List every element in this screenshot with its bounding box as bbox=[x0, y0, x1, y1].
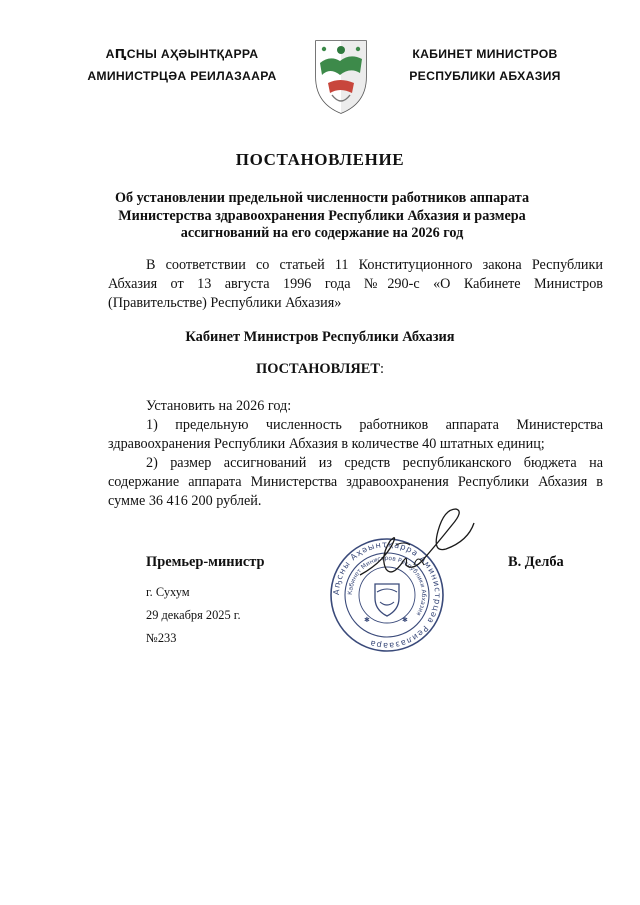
header-left-line2: АМИНИСТРЦӘА РЕИЛАЗААРА bbox=[87, 69, 277, 83]
signatory-name: В. Делба bbox=[508, 554, 564, 570]
item-1-paragraph: 1) предельную численность работников аппарата Министерства здравоохранения Республики Абхазия в количестве 40 штатных единиц; bbox=[108, 417, 603, 452]
header-left-line1: АԤСНЫ АҲӘЫНТҚАРРА bbox=[105, 47, 259, 61]
item-2-paragraph: 2) размер ассигнований из средств республиканского бюджета на содержание аппарата Министерства здравоохранения Республики Абхазия в сумме 36 416 200 рублей. bbox=[108, 455, 603, 509]
date-line: 29 декабря 2025 г. bbox=[146, 608, 241, 622]
header-right bbox=[378, 43, 592, 87]
header-left bbox=[62, 43, 302, 87]
decree-colon: : bbox=[379, 361, 384, 377]
signatory-position: Премьер-министр bbox=[146, 554, 265, 570]
svg-text:✱: ✱ bbox=[402, 616, 408, 624]
svg-text:✱: ✱ bbox=[364, 616, 370, 624]
intro-paragraph: Установить на 2026 год: bbox=[146, 398, 292, 414]
city-line: г. Сухум bbox=[146, 585, 190, 599]
decree-line bbox=[0, 361, 640, 378]
document-title: ПОСТАНОВЛЕНИЕ bbox=[235, 150, 405, 169]
issuer-line: Кабинет Министров Республики Абхазия bbox=[185, 329, 455, 345]
document-subject: Об установлении предельной численности работников аппарата Министерства здравоохранения Республики Абхазия и размера ассигнований на его содержание на 2026 год bbox=[114, 190, 530, 241]
header-right-line1: КАБИНЕТ МИНИСТРОВ bbox=[412, 47, 558, 61]
seal-outer-text: Аҧсны Аҳәынҭқарра Аминистрцәа Реилазаара bbox=[330, 538, 444, 652]
document-number: №233 bbox=[146, 631, 177, 645]
preamble-paragraph: В соответствии со статьей 11 Конституционного закона Республики Абхазия от 13 августа 1996 года №290-с «О Кабинете Министров (Правительстве) Республики Абхазия» bbox=[108, 257, 603, 311]
seal-inner-text: Кабинет Министров Республики Абхазия bbox=[346, 554, 428, 617]
decree-word: ПОСТАНОВЛЯЕТ bbox=[256, 361, 380, 377]
coat-of-arms-icon bbox=[310, 37, 372, 115]
handwritten-signature bbox=[352, 505, 482, 595]
header-right-line2: РЕСПУБЛИКИ АБХАЗИЯ bbox=[409, 69, 561, 83]
